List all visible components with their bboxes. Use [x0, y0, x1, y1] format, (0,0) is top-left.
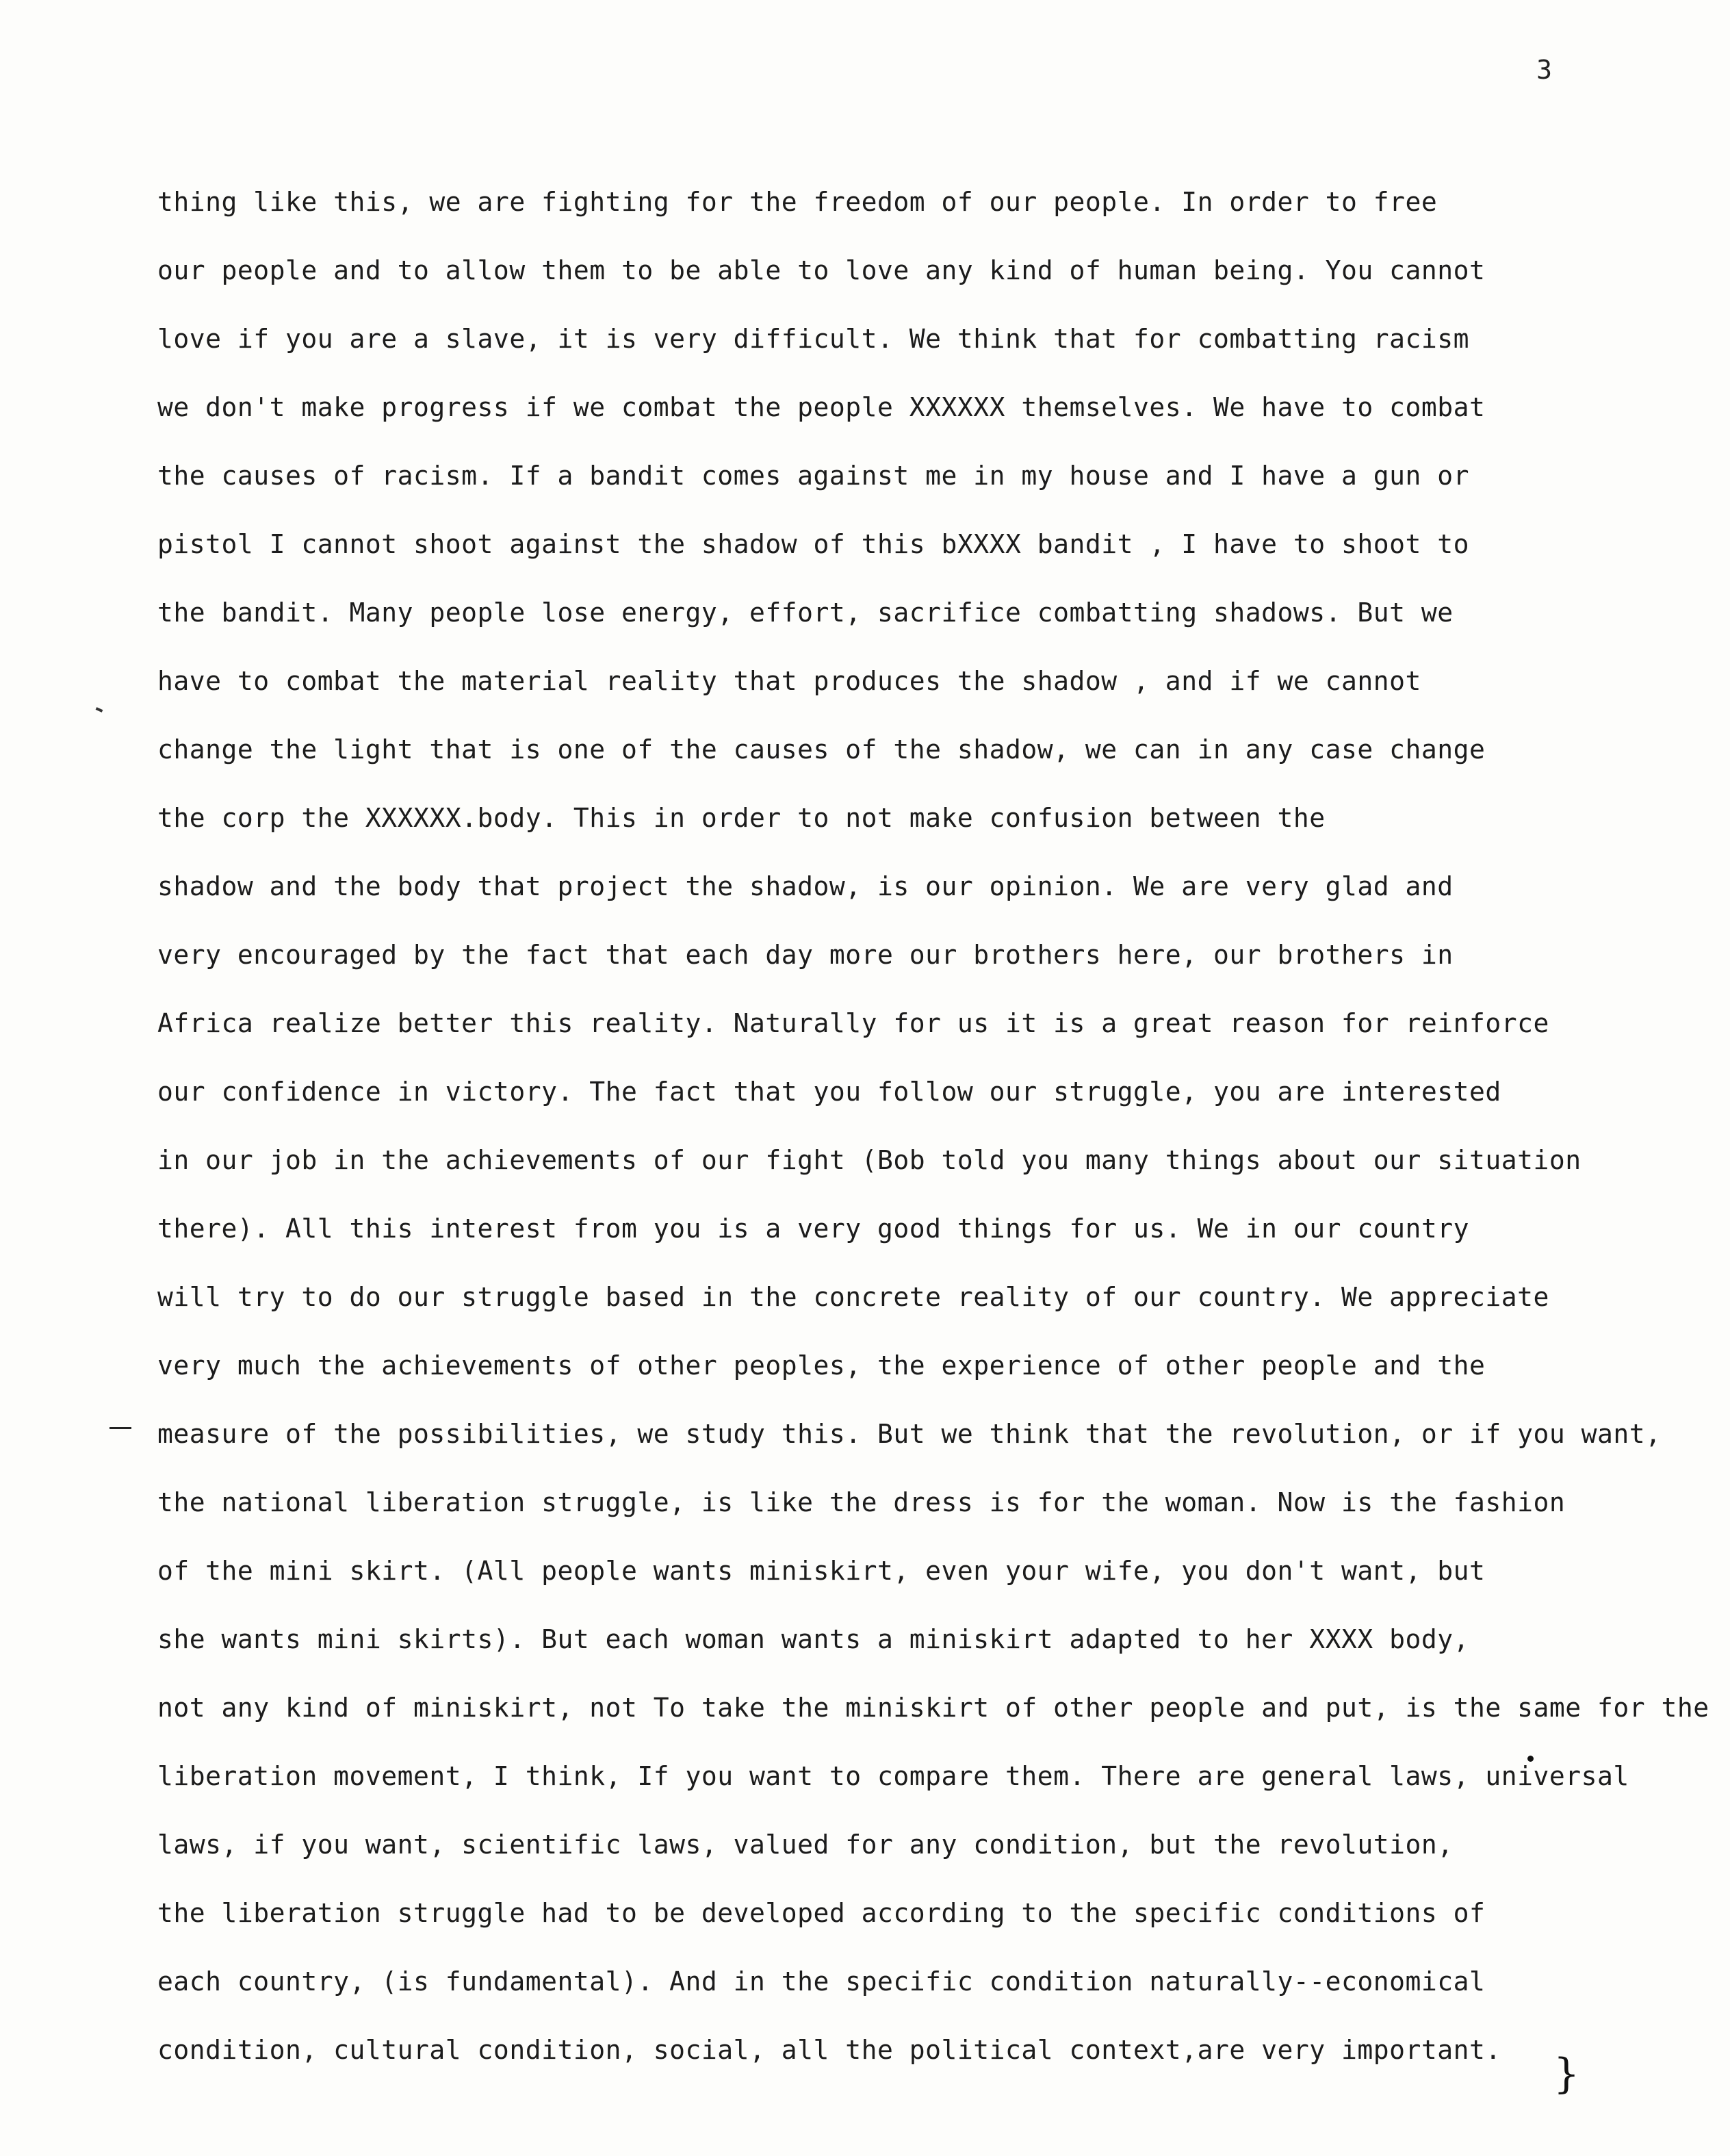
text-line: love if you are a slave, it is very difficult. We think that for combatting racism — [157, 324, 1469, 354]
text-line: measure of the possibilities, we study this. But we think that the revolution, or if you want, — [157, 1419, 1662, 1449]
text-line: laws, if you want, scientific laws, valued for any condition, but the revolution, — [157, 1830, 1454, 1860]
text-line: thing like this, we are fighting for the freedom of our people. In order to free — [157, 187, 1438, 217]
text-line: the liberation struggle had to be developed according to the specific conditions of — [157, 1898, 1486, 1928]
text-line: have to combat the material reality that produces the shadow , and if we cannot — [157, 666, 1421, 696]
margin-dash-mark — [109, 1427, 131, 1429]
text-line: our people and to allow them to be able to love any kind of human being. You cannot — [157, 255, 1486, 285]
text-line: not any kind of miniskirt, not To take the miniskirt of other people and put, is the same for the — [157, 1693, 1709, 1723]
text-line: the national liberation struggle, is like the dress is for the woman. Now is the fashion — [157, 1487, 1566, 1517]
text-line: liberation movement, I think, If you want to compare them. There are general laws, universal — [157, 1761, 1629, 1791]
text-line: pistol I cannot shoot against the shadow of this bXXXX bandit , I have to shoot to — [157, 529, 1469, 559]
text-line: Africa realize better this reality. Naturally for us it is a great reason for reinforce — [157, 1008, 1549, 1038]
text-line: in our job in the achievements of our fight (Bob told you many things about our situation — [157, 1145, 1581, 1175]
text-line: we don't make progress if we combat the people XXXXXX themselves. We have to combat — [157, 392, 1486, 422]
text-line: of the mini skirt. (All people wants miniskirt, even your wife, you don't want, but — [157, 1556, 1486, 1586]
text-line: there). All this interest from you is a very good things for us. We in our country — [157, 1214, 1469, 1244]
text-line: the causes of racism. If a bandit comes against me in my house and I have a gun or — [157, 461, 1469, 491]
text-line: the bandit. Many people lose energy, effort, sacrifice combatting shadows. But we — [157, 598, 1454, 628]
text-line: very encouraged by the fact that each day more our brothers here, our brothers in — [157, 940, 1454, 970]
text-line: our confidence in victory. The fact that you follow our struggle, you are interested — [157, 1077, 1501, 1107]
margin-tick-mark — [96, 707, 103, 713]
text-line: will try to do our struggle based in the concrete reality of our country. We appreciate — [157, 1282, 1549, 1312]
text-line: shadow and the body that project the shadow, is our opinion. We are very glad and — [157, 871, 1454, 901]
text-line: condition, cultural condition, social, all the political context,are very important. — [157, 2035, 1501, 2065]
text-line: she wants mini skirts). But each woman wants a miniskirt adapted to her XXXX body, — [157, 1624, 1469, 1654]
text-line: the corp the XXXXXX.body. This in order to not make confusion between the — [157, 803, 1326, 833]
text-line: each country, (is fundamental). And in the specific condition naturally--economical — [157, 1966, 1486, 1997]
text-line: very much the achievements of other peoples, the experience of other people and the — [157, 1350, 1486, 1381]
closing-brace-mark: } — [1553, 2050, 1580, 2098]
typed-body-text — [157, 168, 1709, 2084]
page-number: 3 — [1536, 55, 1552, 85]
text-line: change the light that is one of the causes of the shadow, we can in any case change — [157, 734, 1486, 765]
